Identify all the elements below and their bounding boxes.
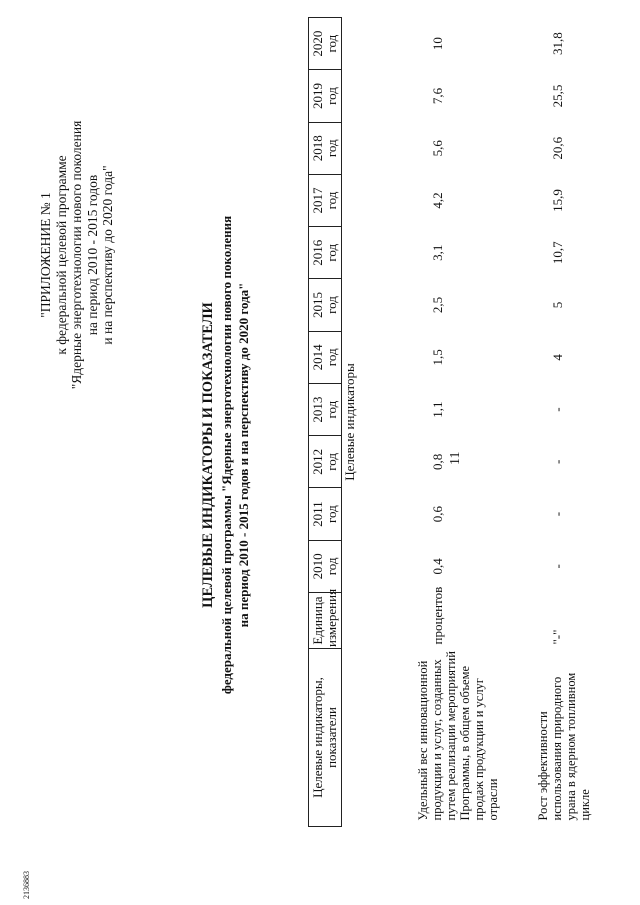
- indicator-name: Удельный вес инновационной продукции и услуг, созданных путем реализации мероприятий Программы, в общем объеме продаж продукции и услуг отрасли: [416, 651, 500, 821]
- header-year: 2017 год: [309, 174, 342, 226]
- header-year: 2013 год: [309, 383, 342, 435]
- indicator-value: 15,9: [550, 189, 565, 212]
- indicator-unit: процентов: [430, 586, 445, 645]
- indicator-unit: "-": [550, 629, 565, 645]
- header-unit: Единица измерения: [309, 593, 342, 649]
- header-name: Целевые индикаторы, показатели: [309, 649, 342, 827]
- indicator-value: 4,2: [430, 192, 445, 209]
- document-title: [198, 145, 252, 765]
- section-row: [342, 18, 407, 827]
- header-year: 2011 год: [309, 488, 342, 540]
- page-number: 11: [448, 451, 463, 465]
- indicator-value: 25,5: [550, 84, 565, 108]
- appendix-line: "Ядерные энерготехнологии нового поколения: [69, 120, 84, 390]
- section-title: Целевые индикаторы: [342, 363, 357, 481]
- indicator-value: 7,6: [430, 87, 445, 105]
- header-year: 2015 год: [309, 279, 342, 331]
- indicator-value: 31,8: [550, 32, 565, 56]
- appendix-line: и на перспективу до 2020 года": [100, 165, 115, 345]
- indicator-value: 20,6: [550, 136, 565, 160]
- appendix-line: "ПРИЛОЖЕНИЕ № 1: [38, 192, 53, 318]
- indicator-value: 5,6: [430, 140, 445, 157]
- header-year: 2010 год: [309, 540, 342, 592]
- header-year: 2012 год: [309, 436, 342, 488]
- header-year: 2014 год: [309, 331, 342, 383]
- indicator-value: 3,1: [430, 244, 445, 261]
- indicators-table: [308, 17, 640, 827]
- header-year: 2016 год: [309, 227, 342, 279]
- indicator-value: -: [550, 564, 565, 569]
- indicator-value: -: [550, 459, 565, 465]
- indicator-value: 10: [430, 37, 445, 51]
- indicator-value: 0,8: [430, 453, 445, 470]
- header-year: 2019 год: [309, 70, 342, 122]
- indicator-value: 1,5: [430, 349, 445, 366]
- indicator-value: 10,7: [550, 241, 565, 265]
- indicator-value: 0,6: [430, 505, 445, 523]
- document-code: 2136883: [22, 871, 31, 899]
- title-subtitle: на период 2010 - 2015 годов и на перспективу до 2020 года": [236, 282, 251, 628]
- indicator-value: 5: [550, 301, 565, 309]
- header-year: 2018 год: [309, 122, 342, 174]
- appendix-header: [38, 25, 116, 485]
- table-row: [526, 18, 640, 827]
- indicator-value: 4: [550, 354, 565, 361]
- title-main: ЦЕЛЕВЫЕ ИНДИКАТОРЫ И ПОКАЗАТЕЛИ: [200, 302, 216, 608]
- indicator-value: 0,4: [430, 558, 445, 575]
- indicator-value: 1,1: [430, 401, 445, 418]
- table-row: [406, 18, 526, 827]
- header-year: 2020 год: [309, 18, 342, 70]
- title-subtitle: федеральной целевой программы "Ядерные энерготехнологии нового поколения: [219, 215, 234, 695]
- indicator-name: Рост эффективности использования природного урана в ядерном топливном цикле: [536, 672, 592, 821]
- indicator-value: -: [550, 511, 565, 517]
- appendix-line: на период 2010 - 2015 годов: [84, 174, 100, 336]
- appendix-line: к федеральной целевой программе: [53, 155, 69, 355]
- indicator-value: 2,5: [430, 296, 445, 314]
- table-header-row: [309, 18, 342, 827]
- indicator-value: -: [550, 407, 565, 412]
